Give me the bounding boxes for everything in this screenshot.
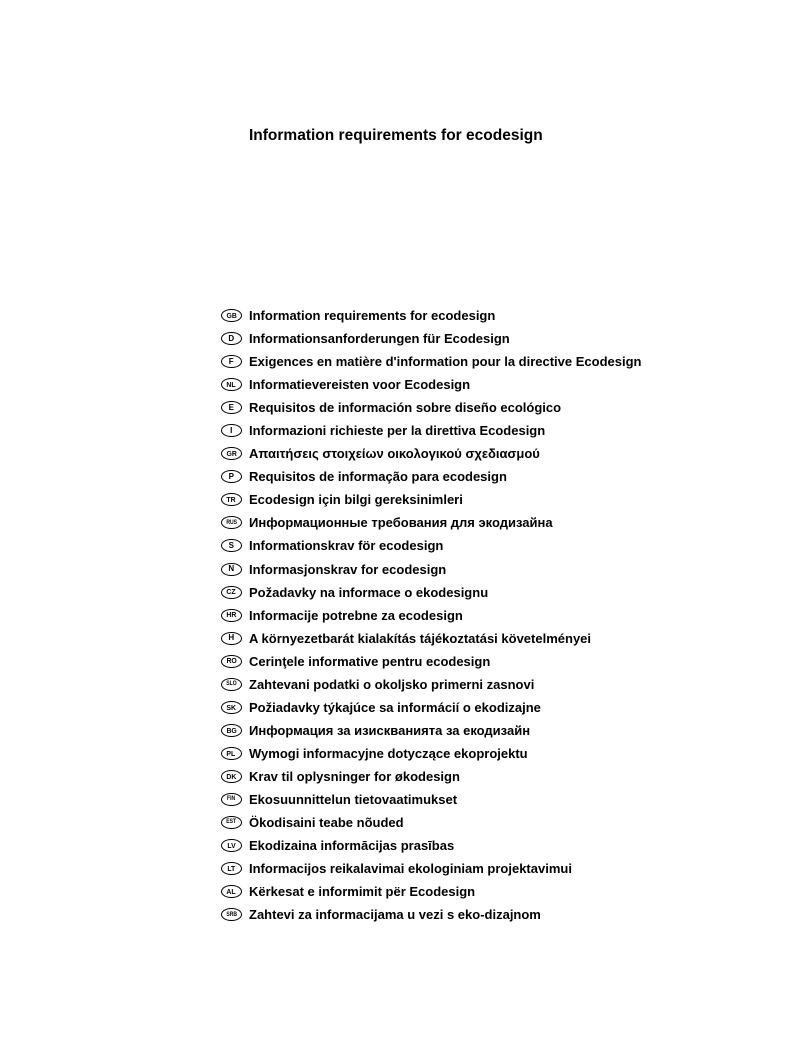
- language-code: AL: [226, 886, 236, 896]
- language-code-badge-icon: [221, 424, 242, 437]
- language-code-badge-icon: [221, 309, 242, 322]
- language-label: Information requirements for ecodesign: [249, 308, 496, 324]
- language-label: Ekodizaina informācijas prasības: [249, 838, 455, 854]
- language-code-badge-icon: [221, 493, 242, 506]
- language-code: GR: [226, 449, 237, 459]
- language-code: F: [228, 356, 234, 366]
- language-code: S: [228, 540, 234, 550]
- language-label: Requisitos de información sobre diseño ecológico: [249, 400, 562, 416]
- language-item: [221, 465, 641, 488]
- language-label: Απαιτήσεις στοιχείων οικολογικού σχεδιασμού: [249, 446, 540, 462]
- language-code-badge-icon: [221, 470, 242, 483]
- page-title: Information requirements for ecodesign: [249, 127, 543, 144]
- language-code: RO: [226, 656, 237, 666]
- language-item: [221, 581, 641, 604]
- language-code: TR: [226, 495, 236, 505]
- language-label: Zahtevi za informacijama u vezi s eko-dizajnom: [249, 907, 541, 923]
- language-code-badge-icon: [221, 816, 242, 829]
- language-item: [221, 558, 641, 581]
- language-label: Informasjonskrav for ecodesign: [249, 561, 447, 577]
- language-code-badge-icon: [221, 862, 242, 875]
- language-label: Ekosuunnittelun tietovaatimukset: [249, 792, 458, 807]
- language-code: LT: [227, 863, 236, 873]
- language-label: Kërkesat e informimit për Ecodesign: [249, 884, 476, 900]
- language-code-badge-icon: [221, 793, 242, 806]
- language-code-badge-icon: [221, 516, 242, 529]
- language-list: [221, 304, 641, 926]
- language-code: SLO: [226, 680, 237, 688]
- language-code: CZ: [226, 587, 236, 597]
- language-item: [221, 719, 641, 742]
- language-code: PL: [226, 748, 236, 758]
- language-item: [221, 534, 641, 557]
- language-code: GB: [226, 310, 237, 320]
- language-item: [221, 834, 641, 857]
- language-label: A környezetbarát kialakítás tájékoztatási követelményei: [249, 630, 592, 646]
- language-code-badge-icon: [221, 908, 242, 921]
- language-code-badge-icon: [221, 770, 242, 783]
- language-item: [221, 327, 641, 350]
- language-code: SK: [226, 702, 237, 712]
- language-item: [221, 650, 641, 673]
- language-item: [221, 696, 641, 719]
- language-code-badge-icon: [221, 609, 242, 622]
- language-item: [221, 811, 641, 834]
- language-item: [221, 742, 641, 765]
- language-code-badge-icon: [221, 332, 242, 345]
- language-item: [221, 788, 641, 811]
- language-code: NL: [226, 379, 236, 389]
- language-code-badge-icon: [221, 447, 242, 460]
- language-code-badge-icon: [221, 701, 242, 714]
- language-code: DK: [226, 771, 237, 781]
- language-code-badge-icon: [221, 563, 242, 576]
- language-item: [221, 880, 641, 903]
- language-code-badge-icon: [221, 632, 242, 645]
- language-label: Zahtevani podatki o okoljsko primerni zasnovi: [249, 676, 535, 692]
- language-label: Информация за изискванията за екодизайн: [249, 722, 531, 738]
- language-label: Informazioni richieste per la direttiva Ecodesign: [249, 423, 546, 439]
- language-item: [221, 511, 641, 534]
- language-code: RUS: [225, 518, 237, 526]
- language-code: D: [228, 333, 235, 343]
- language-label: Informacije potrebne za ecodesign: [249, 607, 463, 623]
- language-label: Информационные требования для экодизайна: [249, 515, 553, 531]
- language-code: I: [230, 425, 233, 435]
- language-label: Požiadavky týkajúce sa informácií o ekodizajne: [249, 699, 541, 715]
- language-code: LV: [227, 840, 236, 850]
- language-item: [221, 396, 641, 419]
- language-code-badge-icon: [221, 655, 242, 668]
- language-item: [221, 604, 641, 627]
- language-label: Exigences en matière d'information pour la directive Ecodesign: [249, 354, 642, 370]
- language-code-badge-icon: [221, 885, 242, 898]
- language-code-badge-icon: [221, 378, 242, 391]
- language-code-badge-icon: [221, 539, 242, 552]
- language-label: Wymogi informacyjne dotyczące ekoprojektu: [249, 745, 528, 761]
- language-code: SRB: [225, 910, 237, 918]
- language-code-badge-icon: [221, 586, 242, 599]
- language-code: P: [228, 471, 234, 481]
- language-code: N: [228, 564, 235, 574]
- language-label: Informationsanforderungen für Ecodesign: [249, 331, 510, 347]
- language-item: [221, 350, 641, 373]
- language-item: [221, 419, 641, 442]
- language-code: EST: [226, 818, 237, 826]
- language-label: Informationskrav för ecodesign: [249, 538, 444, 554]
- language-label: Ecodesign için bilgi gereksinimleri: [249, 492, 463, 508]
- language-code-badge-icon: [221, 724, 242, 737]
- language-code-badge-icon: [221, 678, 242, 691]
- language-code: FIN: [227, 795, 236, 803]
- language-item: [221, 304, 641, 327]
- language-code-badge-icon: [221, 401, 242, 414]
- language-label: Informacijos reikalavimai ekologiniam projektavimui: [249, 861, 572, 877]
- language-item: [221, 673, 641, 696]
- language-item: [221, 488, 641, 511]
- language-item: [221, 442, 641, 465]
- language-code: H: [228, 633, 235, 643]
- language-label: Requisitos de informação para ecodesign: [249, 469, 507, 485]
- language-item: [221, 857, 641, 880]
- language-code-badge-icon: [221, 747, 242, 760]
- language-item: [221, 627, 641, 650]
- language-label: Požadavky na informace o ekodesignu: [249, 584, 489, 600]
- language-item: [221, 373, 641, 396]
- language-code: E: [228, 402, 234, 412]
- language-label: Ökodisaini teabe nõuded: [249, 815, 404, 831]
- language-item: [221, 903, 641, 926]
- language-label: Informatievereisten voor Ecodesign: [249, 377, 471, 393]
- language-label: Krav til oplysninger for økodesign: [249, 768, 460, 784]
- language-code-badge-icon: [221, 839, 242, 852]
- language-code: HR: [226, 610, 237, 620]
- language-item: [221, 765, 641, 788]
- language-code-badge-icon: [221, 355, 242, 368]
- language-code: BG: [226, 725, 237, 735]
- language-label: Cerinţele informative pentru ecodesign: [249, 653, 491, 669]
